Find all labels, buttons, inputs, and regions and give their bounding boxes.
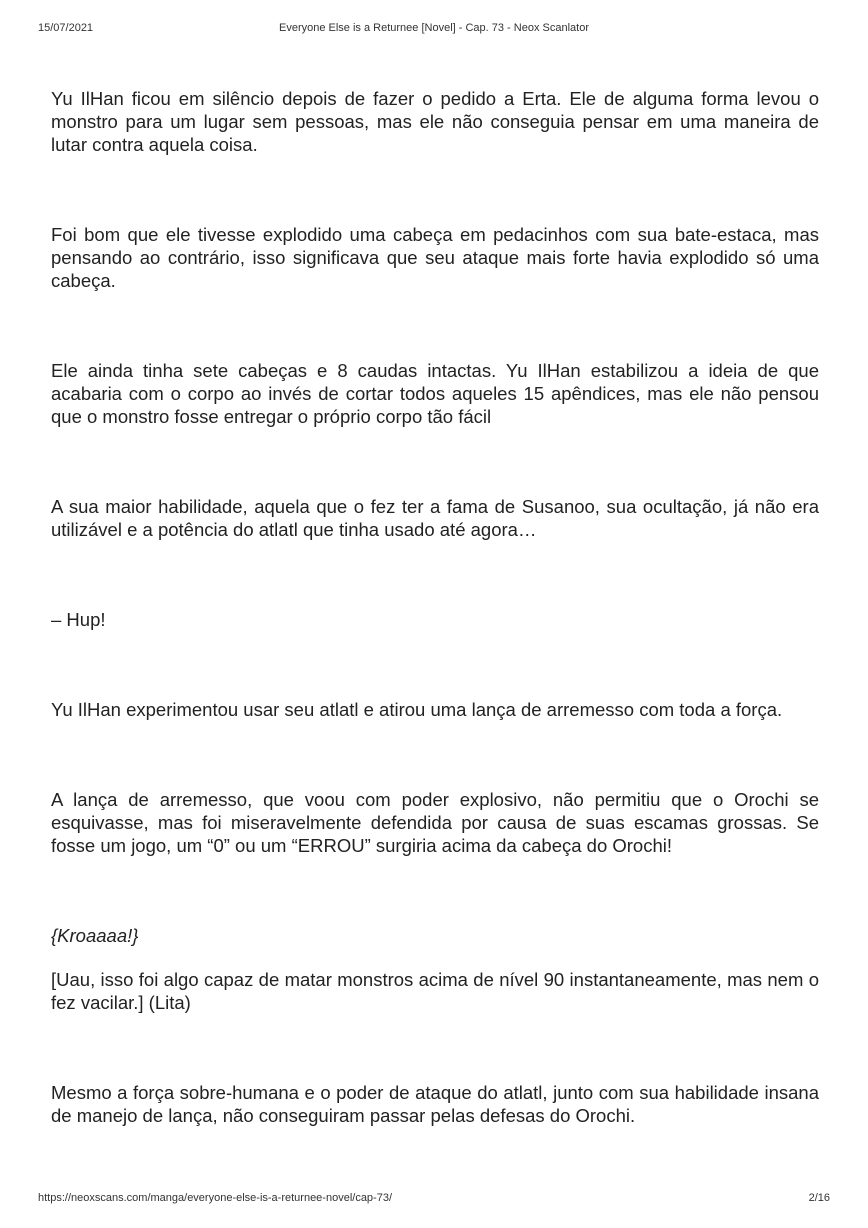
paragraph: Foi bom que ele tivesse explodido uma cabeça em pedacinhos com sua bate-estaca, mas pensando ao contrário, isso significava que seu ataque mais forte havia explodido só uma cabeça.: [51, 224, 819, 291]
page-number: 2/16: [808, 1192, 830, 1204]
paragraph: A lança de arremesso, que voou com poder explosivo, não permitiu que o Orochi se esquivasse, mas foi miseravelmente defendida por causa de suas escamas grossas. Se fosse um jogo, um “0” ou um “ERROU” surgiria acima da cabeça do Orochi!: [51, 789, 819, 856]
paragraph: Ele ainda tinha sete cabeças e 8 caudas intactas. Yu IlHan estabilizou a ideia de que acabaria com o corpo ao invés de cortar todos aqueles 15 apêndices, mas ele não pensou que o monstro fosse entregar o próprio corpo tão fácil: [51, 360, 819, 427]
dialogue-line: – Hup!: [51, 609, 106, 630]
dialogue-line: [Uau, isso foi algo capaz de matar monstros acima de nível 90 instantaneamente, mas nem o fez vacilar.] (Lita): [51, 969, 819, 1013]
paragraph: Yu IlHan ficou em silêncio depois de fazer o pedido a Erta. Ele de alguma forma levou o monstro para um lugar sem pessoas, mas ele não conseguia pensar em uma maneira de lutar contra aquela coisa.: [51, 88, 819, 155]
print-date: 15/07/2021: [38, 22, 94, 34]
chapter-text: [51, 87, 819, 1127]
page-url: https://neoxscans.com/manga/everyone-else-is-a-returnee-novel/cap-73/: [38, 1192, 393, 1204]
document-title: Everyone Else is a Returnee [Novel] - Cap. 73 - Neox Scanlator: [279, 22, 589, 34]
sound-effect-line: {Kroaaaa!}: [51, 925, 139, 946]
paragraph: Mesmo a força sobre-humana e o poder de ataque do atlatl, junto com sua habilidade insana de manejo de lança, não conseguiram passar pelas defesas do Orochi.: [51, 1082, 819, 1126]
paragraph: Yu IlHan experimentou usar seu atlatl e atirou uma lança de arremesso com toda a força.: [51, 699, 783, 720]
paragraph: A sua maior habilidade, aquela que o fez ter a fama de Susanoo, sua ocultação, já não era utilizável e a potência do atlatl que tinha usado até agora…: [51, 496, 819, 540]
